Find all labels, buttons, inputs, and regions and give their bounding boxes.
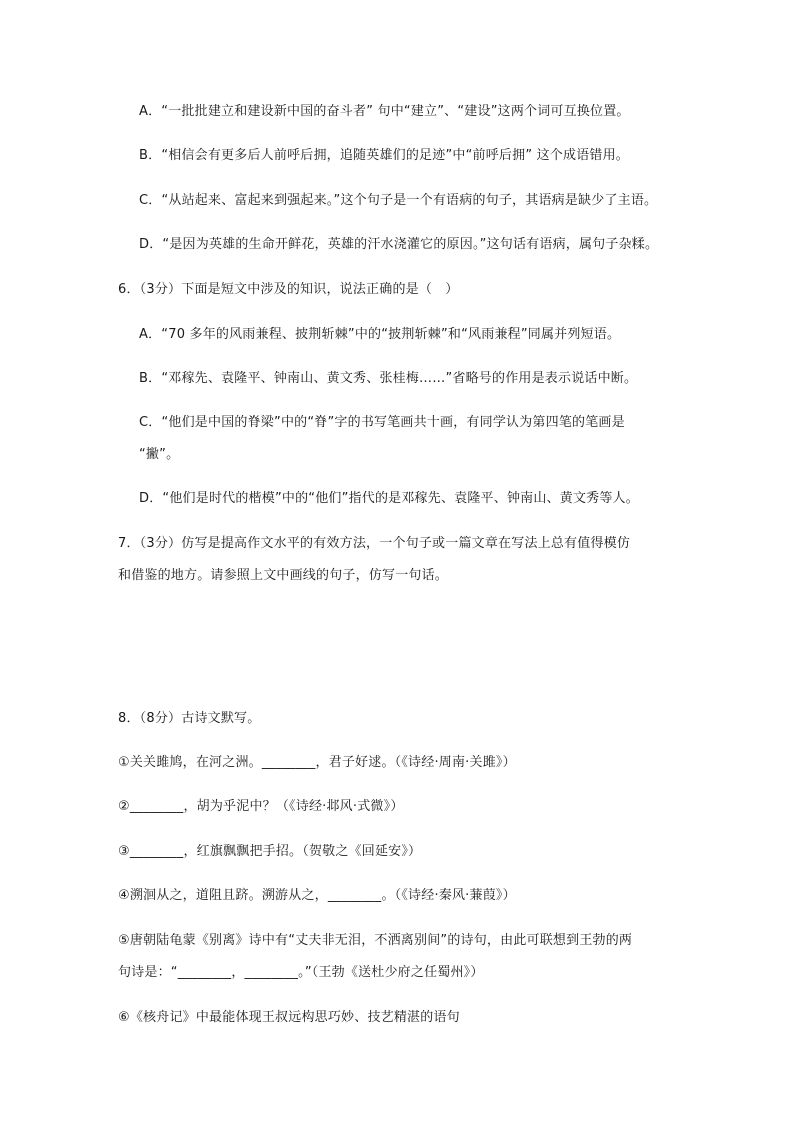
q8-item-6: ⑥《核舟记》中最能体现王叔远构思巧妙、技艺精湛的语句 — [118, 1010, 460, 1025]
q5-option-c: C．“从站起来、富起来到强起来。”这个句子是一个有语病的句子，其语病是缺少了主语。 — [139, 193, 658, 208]
q8-item-2: ②________，胡为乎泥中？（《诗经·邶风·式微》） — [118, 799, 404, 814]
q6-option-d: D．“他们是时代的楷模”中的“他们”指代的是邓稼先、袁隆平、钟南山、黄文秀等人。 — [139, 491, 639, 506]
q5-option-a: A．“一批批建立和建设新中国的奋斗者” 句中“建立”、“建设”这两个词可互换位置。 — [139, 104, 630, 119]
q5-option-d: D．“是因为英雄的生命开鲜花，英雄的汗水浇灌它的原因。”这句话有语病，属句子杂糅。 — [139, 237, 659, 252]
q5-option-b: B．“相信会有更多后人前呼后拥，追随英雄们的足迹”中“前呼后拥” 这个成语错用。 — [139, 148, 629, 163]
q8-stem: 8．（8分）古诗文默写。 — [118, 711, 261, 726]
q7-stem-line2: 和借鉴的地方。请参照上文中画线的句子，仿写一句话。 — [118, 568, 449, 583]
q8-item-5-line2: 句诗是：“________，________。”（王勃《送杜少府之任蜀州》） — [118, 965, 484, 980]
q7-stem-line1: 7．（3分）仿写是提高作文水平的有效方法，一个句子或一篇文章在写法上总有值得模仿 — [118, 536, 631, 551]
q6-option-a: A．“70 多年的风雨兼程、披荆斩棘”中的“披荆斩棘”和“风雨兼程”同属并列短语。 — [139, 327, 621, 342]
q8-item-5-line1: ⑤唐朝陆龟蒙《别离》诗中有“丈夫非无泪，不洒离别间”的诗句，由此可联想到王勃的两 — [118, 933, 633, 948]
q8-item-4: ④溯洄从之，道阻且跻。溯游从之，________。（《诗经·秦风·蒹葭》） — [118, 888, 516, 903]
q6-option-b: B．“邓稼先、袁隆平、钟南山、黄文秀、张桂梅……”省略号的作用是表示说话中断。 — [139, 371, 638, 386]
q6-stem: 6．（3分）下面是短文中涉及的知识，说法正确的是（ ） — [118, 282, 459, 297]
q8-item-1: ①关关雎鸠，在河之洲。________，君子好逑。（《诗经·周南·关雎》） — [118, 755, 516, 770]
q8-item-3: ③________，红旗飘飘把手招。（贺敬之《回延安》） — [118, 844, 422, 859]
q6-option-c-line2: “撇”。 — [139, 447, 180, 462]
q6-option-c-line1: C．“他们是中国的脊梁”中的“脊”字的书写笔画共十画，有同学认为第四笔的笔画是 — [139, 415, 625, 430]
